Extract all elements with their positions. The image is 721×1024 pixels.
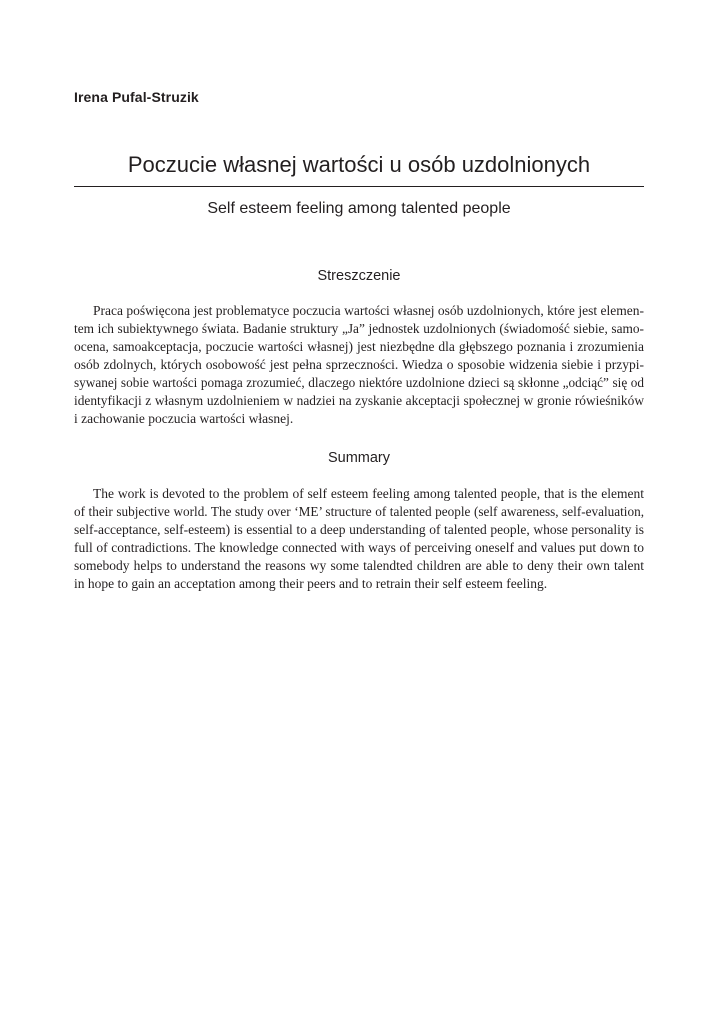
paper-subtitle: Self esteem feeling among talented people (207, 200, 511, 217)
abstract-line: Praca poświęcona jest problematyce poczucia wartości własnej osób uzdolnionych, które jest elemen- (93, 303, 644, 318)
paper-title: Poczucie własnej wartości u osób uzdolnionych (127, 152, 591, 177)
abstract-line: full of contradictions. The knowledge connected with ways of perceiving oneself and values put down to (74, 540, 644, 555)
abstract-line: sywanej sobie wartości pomaga zrozumieć, dlaczego niektóre uzdolnione dzieci są skłonne „odciąć” się od (74, 375, 644, 390)
abstract-paragraph-pl (74, 302, 644, 428)
abstract-line: i zachowanie poczucia wartości własnej. (74, 411, 294, 426)
abstract-line: osób zdolnych, których osobowość jest pełna sprzeczności. Wiedza o sposobie widzenia siebie i przypi- (74, 357, 644, 372)
title-divider (74, 186, 644, 187)
abstract-line: ocena, samoakceptacja, poczucie wartości własnej) jest niezbędne dla głębszego poznania i zrozumienia (74, 339, 644, 354)
abstract-paragraph-en (74, 485, 644, 593)
abstract-line: of their subjective world. The study over ‘ME’ structure of talented people (self awareness, self-evaluation, (74, 504, 644, 519)
abstract-line: identyfikacji z własnym uzdolnieniem w nadziei na zyskanie akceptacji społecznej w gronie rówieśników (74, 393, 644, 408)
abstract-line: somebody helps to understand the reasons wy some talendted children are able to deny their own talent (74, 558, 644, 573)
abstract-line: self-acceptance, self-esteem) is essential to a deep understanding of talented people, whose personality is (74, 522, 644, 537)
abstract-line: tem ich subiektywnego świata. Badanie struktury „Ja” jednostek uzdolnionych (świadomość siebie, samo- (74, 321, 644, 336)
author-name: Irena Pufal-Struzik (74, 89, 199, 105)
abstract-heading-pl: Streszczenie (317, 268, 401, 284)
abstract-heading-en: Summary (327, 450, 391, 466)
abstract-line: The work is devoted to the problem of self esteem feeling among talented people, that is the element (93, 486, 644, 501)
abstract-line: in hope to gain an acceptation among their peers and to retrain their self esteem feeling. (74, 576, 548, 591)
